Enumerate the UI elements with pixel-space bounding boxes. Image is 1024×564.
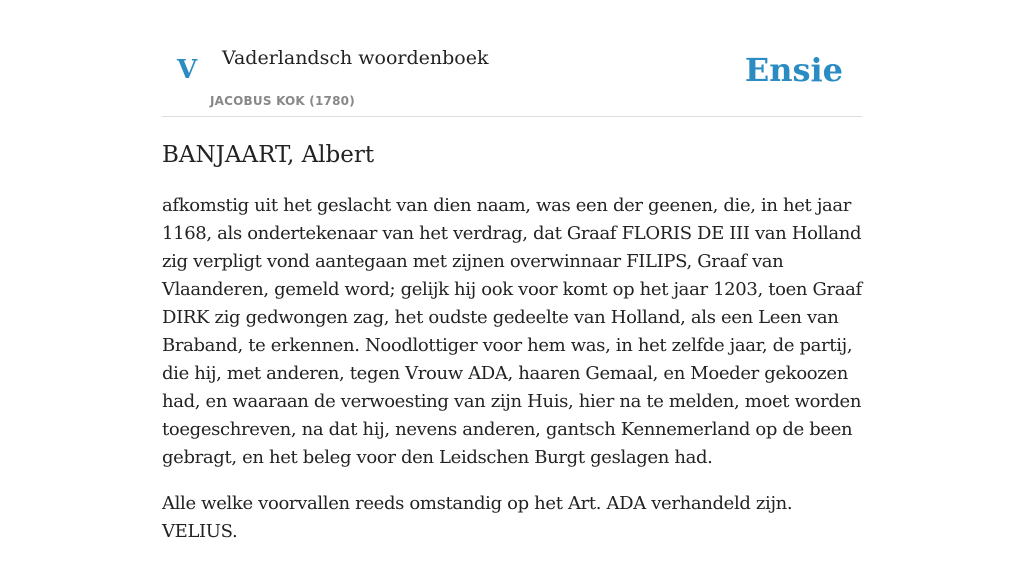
entry-title: BANJAART, Albert <box>162 142 375 168</box>
ensie-logo[interactable]: Ensie <box>744 51 843 89</box>
book-title-link[interactable]: Vaderlandsch woordenboek <box>222 47 489 69</box>
book-author: JACOBUS KOK (1780) <box>210 94 355 108</box>
entry-paragraph: afkomstig uit het geslacht van dien naam, was een der geenen, die, in het jaar 1168, als ondertekenaar van het verdrag, dat Graaf FLORIS DE III van Holland zig verpligt vond aantegaan met zijnen overwinnaar FILIPS, Graaf van Vlaanderen, gemeld word; gelijk hij ook voor komt op het jaar 1203, toen Graaf DIRK zig gedwongen zag, het oudste gedeelte van Holland, als een Leen van Braband, te erkennen. Noodlottiger voor hem was, in het zelfde jaar, de partij, die hij, met anderen, tegen Vrouw ADA, haaren Gemaal, en Moeder gekoozen had, en waaraan de verwoesting van zijn Huis, hier na te melden, moet worden toegeschreven, na dat hij, nevens anderen, gantsch Kennemerland op de been gebragt, en het beleg voor den Leidschen Burgt geslagen had. <box>162 195 862 468</box>
page-header <box>162 0 862 117</box>
entry-paragraph: Alle welke voorvallen reeds omstandig op het Art. ADA verhandeld zijn. VELIUS. <box>162 493 793 542</box>
entry-body <box>162 192 862 564</box>
book-letter-icon[interactable]: V <box>177 55 198 85</box>
